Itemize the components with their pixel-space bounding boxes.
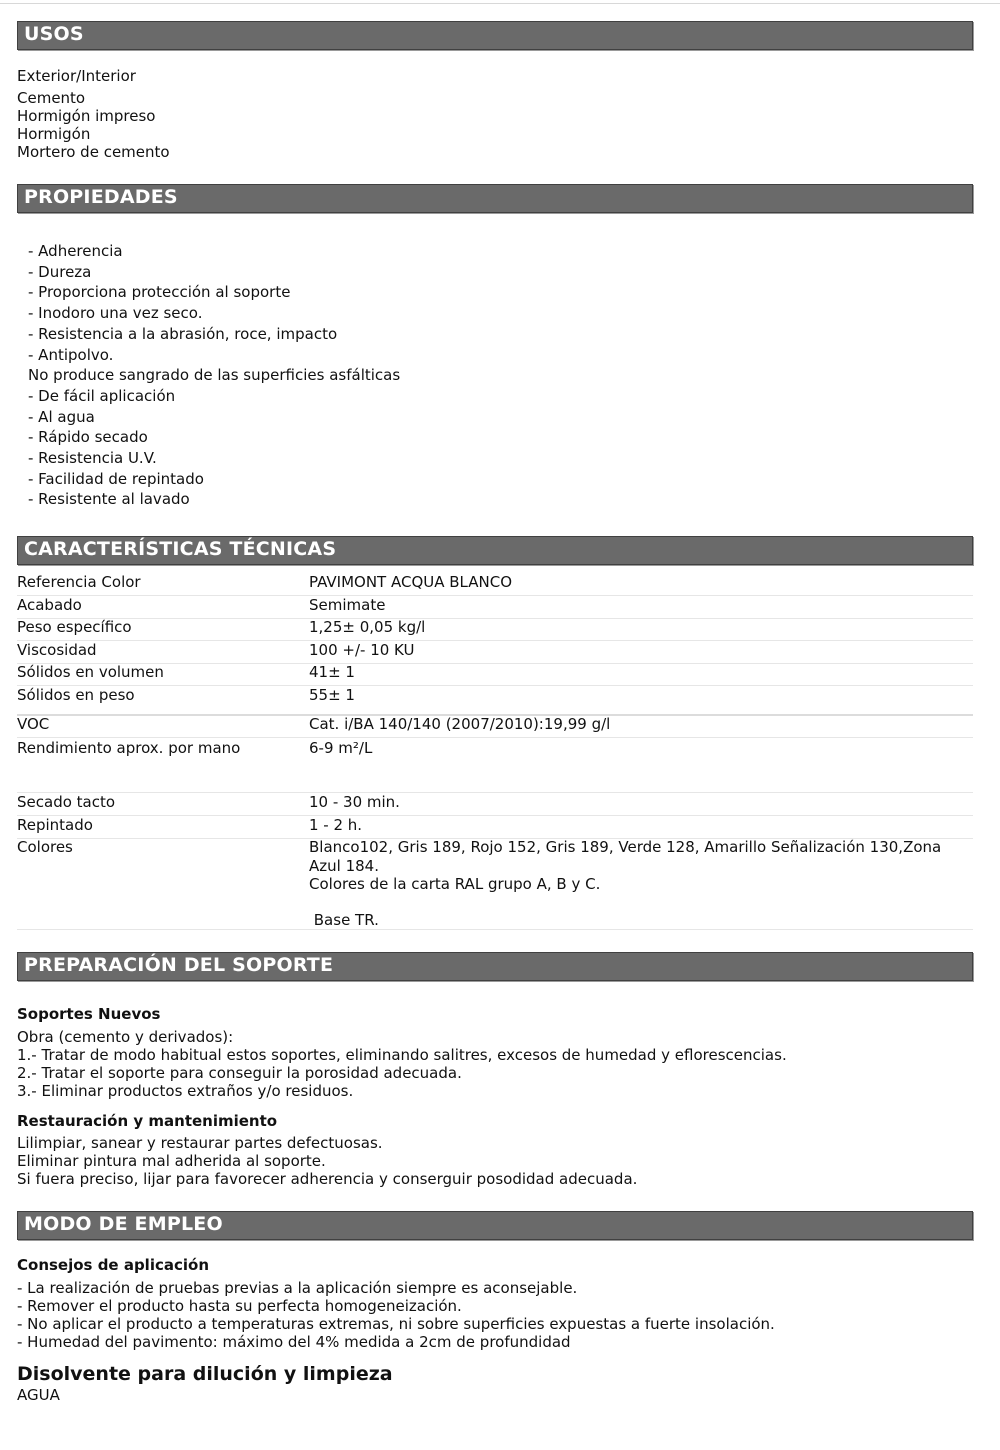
- section-title: PROPIEDADES: [24, 186, 178, 208]
- section-title: PREPARACIÓN DEL SOPORTE: [24, 954, 334, 976]
- list-item: No produce sangrado de las superficies asfálticas: [28, 366, 401, 385]
- list-item: - Resistente al lavado: [28, 490, 190, 509]
- text-line: Si fuera preciso, lijar para favorecer adherencia y conserguir posodidad adecuada.: [17, 1170, 638, 1188]
- section-header-usos: [17, 21, 973, 50]
- spec-row-acabado: [17, 596, 973, 619]
- list-item: - Inodoro una vez seco.: [28, 304, 203, 323]
- list-item: - Antipolvo.: [28, 345, 114, 364]
- spec-value: Colores de la carta RAL grupo A, B y C.: [309, 875, 601, 893]
- top-divider: [0, 3, 1000, 4]
- spec-label: Repintado: [17, 816, 93, 834]
- list-item: - Resistencia U.V.: [28, 449, 157, 468]
- spec-label: Viscosidad: [17, 641, 97, 659]
- subheading-consejos: Consejos de aplicación: [17, 1256, 209, 1274]
- list-item: - Resistencia a la abrasión, roce, impacto: [28, 324, 338, 343]
- section-title: CARACTERÍSTICAS TÉCNICAS: [24, 538, 337, 560]
- text-line: - No aplicar el producto a temperaturas extremas, ni sobre superficies expuestas a fuerte insolación.: [17, 1315, 775, 1333]
- spec-label: Sólidos en volumen: [17, 663, 164, 681]
- list-item: - Proporciona protección al soporte: [28, 283, 291, 302]
- spec-value: Azul 184.: [309, 857, 379, 875]
- spec-row-rendimiento: [17, 739, 973, 793]
- usos-line: Exterior/Interior: [17, 67, 136, 85]
- spec-value: 10 - 30 min.: [309, 793, 400, 811]
- list-item: - Dureza: [28, 262, 92, 281]
- spec-row-peso-especifico: [17, 618, 973, 641]
- section-title: USOS: [24, 23, 84, 45]
- section-title: MODO DE EMPLEO: [24, 1213, 223, 1235]
- text-line: 1.- Tratar de modo habitual estos soportes, eliminando salitres, excesos de humedad y eflorescencias.: [17, 1046, 787, 1064]
- usos-line: Hormigón: [17, 125, 91, 143]
- spec-label: Rendimiento aprox. por mano: [17, 739, 241, 757]
- spec-row-viscosidad: [17, 641, 973, 664]
- section-header-propiedades: [17, 184, 973, 213]
- text-line: - La realización de pruebas previas a la aplicación siempre es aconsejable.: [17, 1279, 578, 1297]
- spec-row-repintado: [17, 816, 973, 839]
- spec-value: 100 +/- 10 KU: [309, 641, 415, 659]
- list-item: - De fácil aplicación: [28, 386, 176, 405]
- text-line: - Humedad del pavimento: máximo del 4% medida a 2cm de profundidad: [17, 1333, 571, 1351]
- spec-label: VOC: [17, 715, 50, 733]
- usos-line: Cemento: [17, 89, 86, 107]
- spec-value: Blanco102, Gris 189, Rojo 152, Gris 189, Verde 128, Amarillo Señalización 130,Zona: [309, 838, 942, 856]
- properties-list: [28, 241, 400, 510]
- spec-row-secado-tacto: [17, 793, 973, 816]
- spec-value: Cat. i/BA 140/140 (2007/2010):19,99 g/l: [309, 715, 611, 733]
- spec-value: 6-9 m²/L: [309, 739, 373, 757]
- list-item: - Facilidad de repintado: [28, 469, 204, 488]
- spec-label: Peso específico: [17, 618, 132, 636]
- spec-value: PAVIMONT ACQUA BLANCO: [309, 573, 513, 591]
- spec-label: Acabado: [17, 596, 82, 614]
- spec-label: Colores: [17, 838, 73, 856]
- list-item: - Al agua: [28, 407, 95, 426]
- disolvente-value: AGUA: [17, 1386, 60, 1404]
- section-header-preparacion: [17, 952, 973, 981]
- spec-value: 1,25± 0,05 kg/l: [309, 618, 426, 636]
- usos-line: Mortero de cemento: [17, 143, 170, 161]
- spec-label: Referencia Color: [17, 573, 141, 591]
- spec-label: Secado tacto: [17, 793, 116, 811]
- list-item: - Adherencia: [28, 242, 123, 260]
- spec-value: 41± 1: [309, 663, 355, 681]
- text-line: Obra (cemento y derivados):: [17, 1028, 234, 1046]
- section-header-modo-empleo: [17, 1211, 973, 1240]
- spec-row-solidos-volumen: [17, 663, 973, 686]
- spec-value: 1 - 2 h.: [309, 816, 363, 834]
- text-line: 2.- Tratar el soporte para conseguir la porosidad adecuada.: [17, 1064, 462, 1082]
- spec-row-colores: [17, 838, 973, 930]
- text-line: 3.- Eliminar productos extraños y/o residuos.: [17, 1082, 354, 1100]
- list-item: - Rápido secado: [28, 428, 148, 447]
- spec-row-solidos-peso: [17, 686, 973, 716]
- spec-label: Sólidos en peso: [17, 686, 135, 704]
- section-header-caracteristicas: [17, 536, 973, 565]
- spec-value: Base TR.: [309, 911, 379, 929]
- text-line: Eliminar pintura mal adherida al soporte.: [17, 1152, 326, 1170]
- spec-value: 55± 1: [309, 686, 355, 704]
- text-line: - Remover el producto hasta su perfecta homogeneización.: [17, 1297, 462, 1315]
- spec-row-referencia: [17, 573, 973, 596]
- usos-line: Hormigón impreso: [17, 107, 156, 125]
- subheading-restauracion: Restauración y mantenimiento: [17, 1112, 278, 1130]
- subheading-soportes-nuevos: Soportes Nuevos: [17, 1005, 161, 1023]
- spec-row-voc: [17, 715, 973, 738]
- text-line: Lilimpiar, sanear y restaurar partes defectuosas.: [17, 1134, 383, 1152]
- spec-value: Semimate: [309, 596, 386, 614]
- heading-disolvente: Disolvente para dilución y limpieza: [17, 1363, 393, 1385]
